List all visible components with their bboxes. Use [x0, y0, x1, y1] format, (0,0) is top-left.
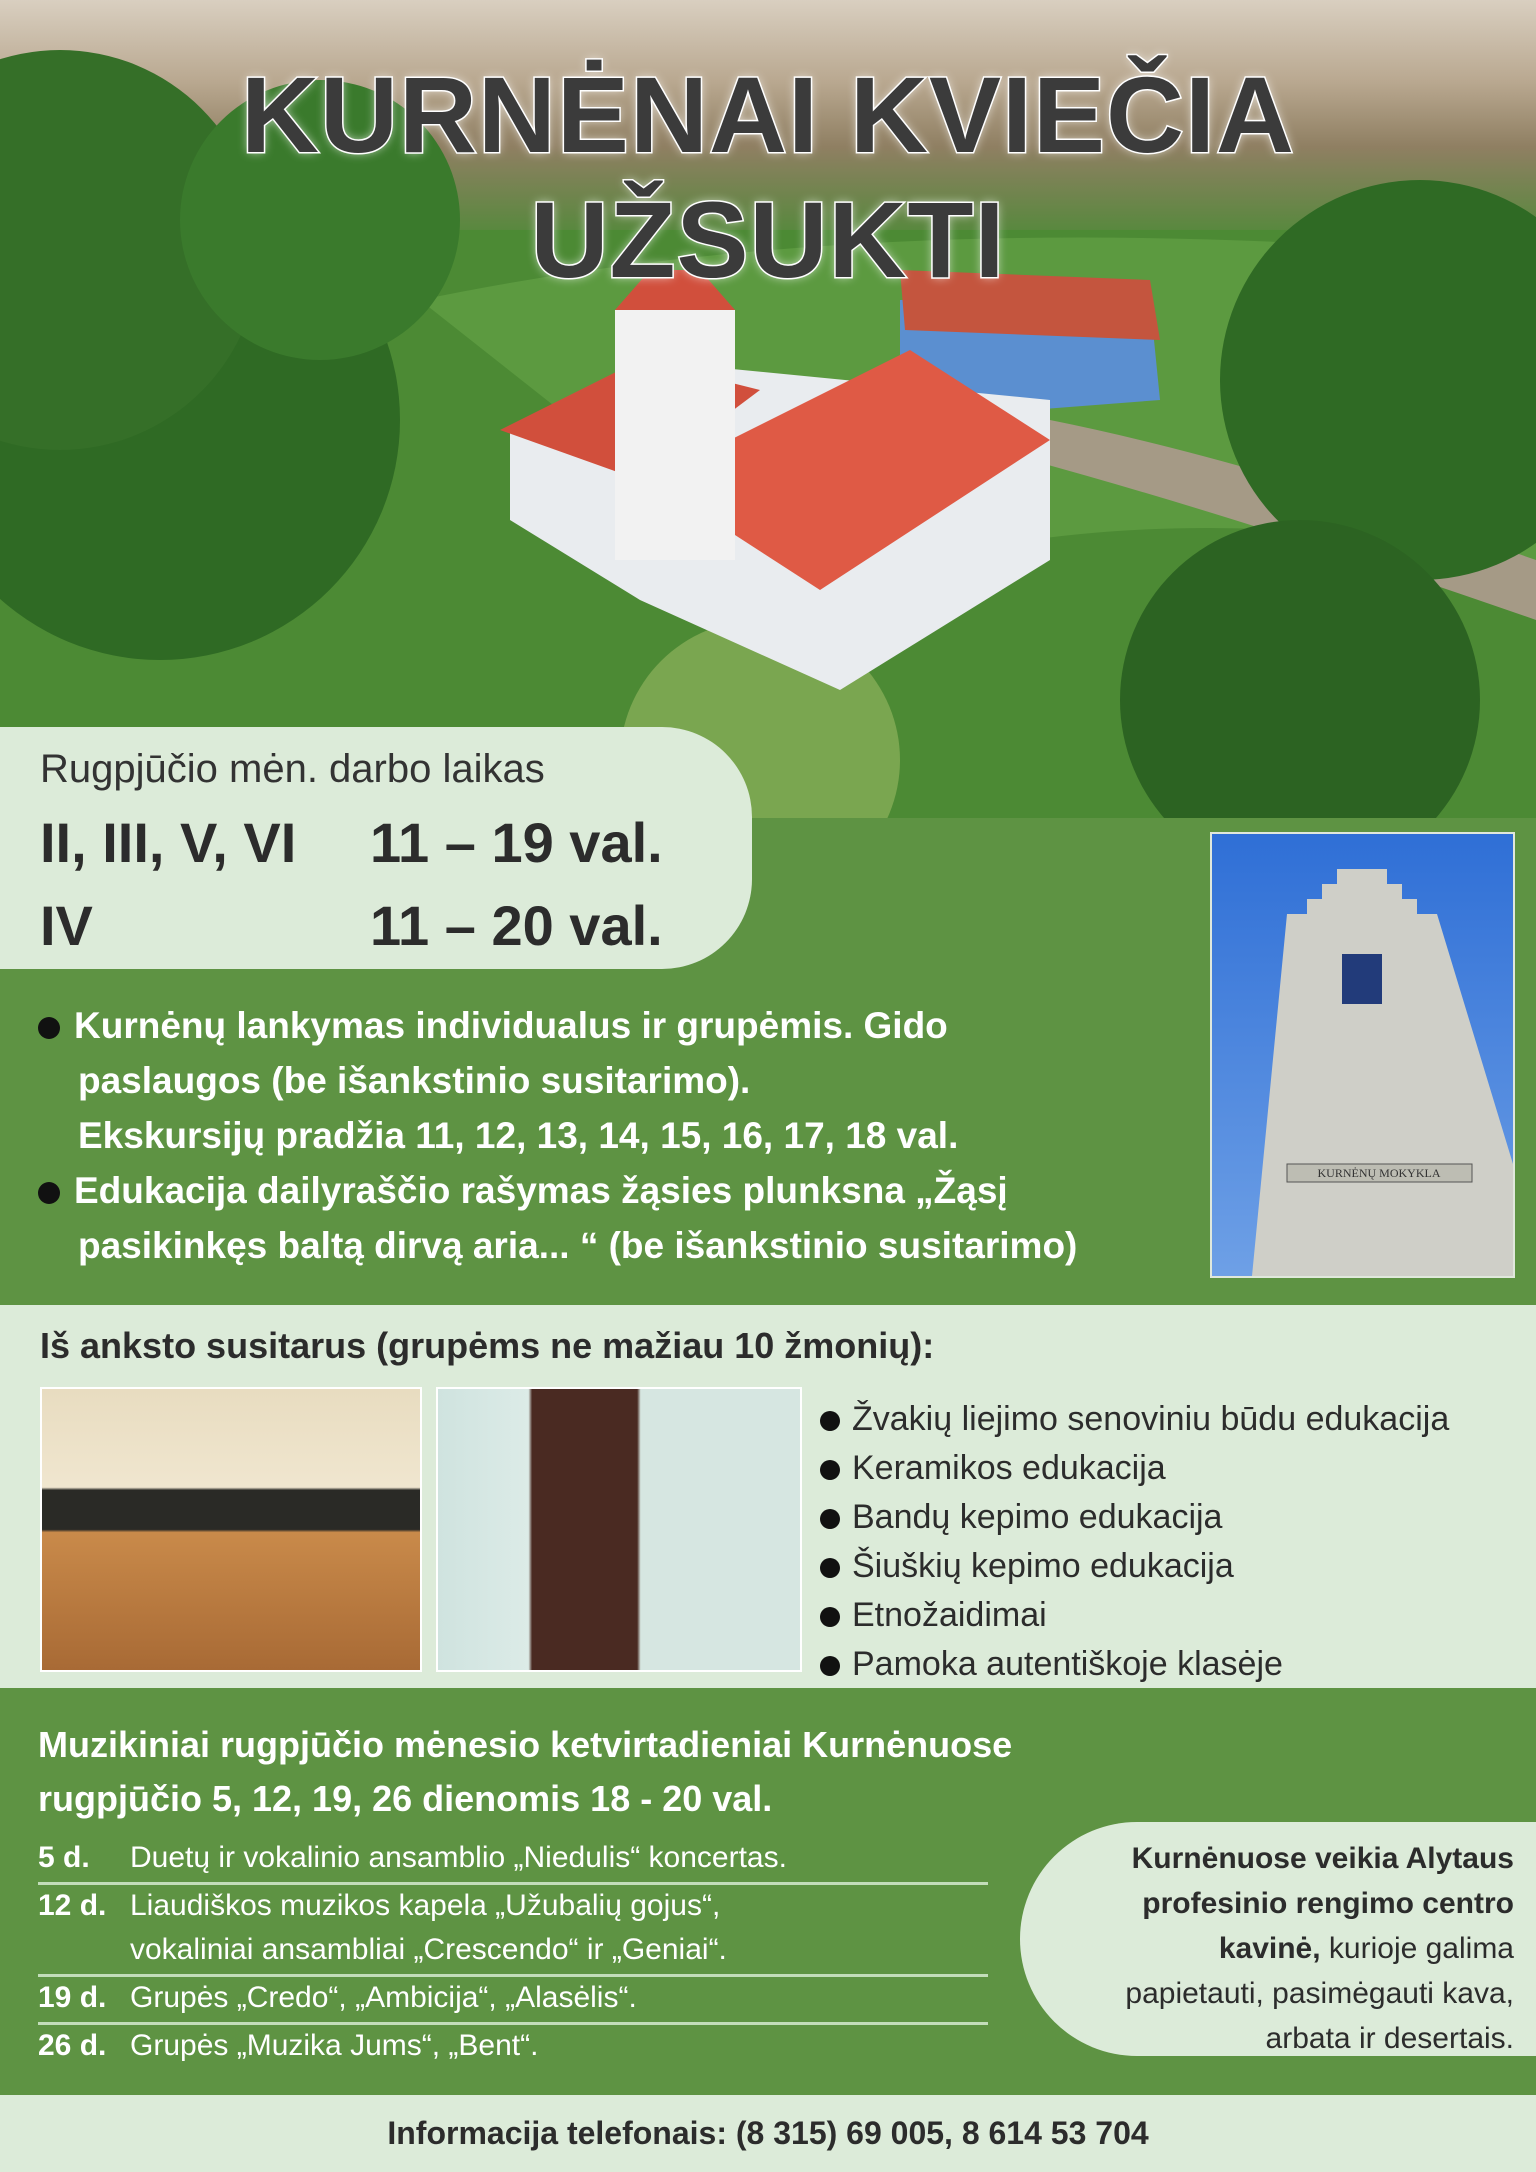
music-dates: rugpjūčio 5, 12, 19, 26 dienomis 18 - 20 val.	[38, 1778, 773, 1819]
bullet-icon	[820, 1656, 840, 1676]
list-item: Šiuškių kepimo edukacija	[820, 1542, 1449, 1591]
bullet-icon	[820, 1460, 840, 1480]
page-title: KURNĖNAI KVIEČIA UŽSUKTI	[240, 54, 1296, 300]
hours-caption: Rugpjūčio mėn. darbo laikas	[40, 747, 545, 791]
hours-row	[40, 893, 712, 958]
classroom-photo	[40, 1387, 422, 1672]
hours-days: II, III, V, VI	[40, 811, 297, 874]
room-photo	[436, 1387, 802, 1672]
tower-sign: KURNĖNŲ MOKYKLA	[1317, 1166, 1441, 1180]
group-activities-section	[0, 1305, 1536, 1688]
hours-time: 11 – 19 val.	[370, 811, 663, 874]
event-row: 26 d. Grupės „Muzika Jums“, „Bent“.	[38, 2029, 539, 2062]
list-item: Etnožaidimai	[820, 1591, 1449, 1640]
hero-photo	[0, 0, 1536, 818]
bullet-icon	[820, 1558, 840, 1578]
bullet-icon	[820, 1607, 840, 1627]
excursion-times: Ekskursijų pradžia 11, 12, 13, 14, 15, 16, 17, 18 val.	[78, 1115, 959, 1156]
visit-text: paslaugos (be išankstinio susitarimo).	[78, 1060, 751, 1101]
event-row: 19 d. Grupės „Credo“, „Ambicija“, „Alasėlis“.	[38, 1976, 988, 2025]
music-heading: Muzikiniai rugpjūčio mėnesio ketvirtadieniai Kurnėnuose	[38, 1724, 1013, 1765]
tower-photo	[1210, 832, 1515, 1278]
cafe-info: Kurnėnuose veikia Alytaus profesinio rengimo centro kavinė, kurioje galima papietauti, pasimėgauti kava, arbata ir desertais.	[1020, 1822, 1536, 2056]
visit-text: Kurnėnų lankymas individualus ir grupėmis. Gido	[74, 1005, 948, 1046]
list-item: Žvakių liejimo senoviniu būdu edukacija	[820, 1395, 1449, 1444]
event-row: 12 d. Liaudiškos muzikos kapela „Užubalių gojus“, vokaliniai ansambliai „Crescendo“ ir „Geniai“.	[38, 1884, 988, 1977]
bullet-icon	[38, 1182, 60, 1204]
bullet-icon	[820, 1411, 840, 1431]
hours-row	[40, 810, 712, 875]
opening-hours-panel	[0, 727, 752, 969]
education-text: pasikinkęs baltą dirvą aria... “ (be išankstinio susitarimo)	[78, 1225, 1078, 1266]
list-item: Pamoka autentiškoje klasėje	[820, 1640, 1449, 1689]
bullet-icon	[38, 1017, 60, 1039]
list-item: Bandų kepimo edukacija	[820, 1493, 1449, 1542]
list-item: Keramikos edukacija	[820, 1444, 1449, 1493]
hours-time: 11 – 20 val.	[370, 894, 663, 957]
groups-heading: Iš anksto susitarus (grupėms ne mažiau 10 žmonių):	[40, 1325, 935, 1366]
activities-list	[820, 1395, 1449, 1689]
event-row: 5 d. Duetų ir vokalinio ansamblio „Niedulis“ koncertas.	[38, 1836, 988, 1885]
bullet-icon	[820, 1509, 840, 1529]
footer-contacts: Informacija telefonais: (8 315) 69 005, 8 614 53 704	[0, 2095, 1536, 2172]
hours-days: IV	[40, 894, 93, 957]
education-text: Edukacija dailyraščio rašymas žąsies plunksna „Žąsį	[74, 1170, 1008, 1211]
tower-illustration	[1212, 834, 1513, 1276]
